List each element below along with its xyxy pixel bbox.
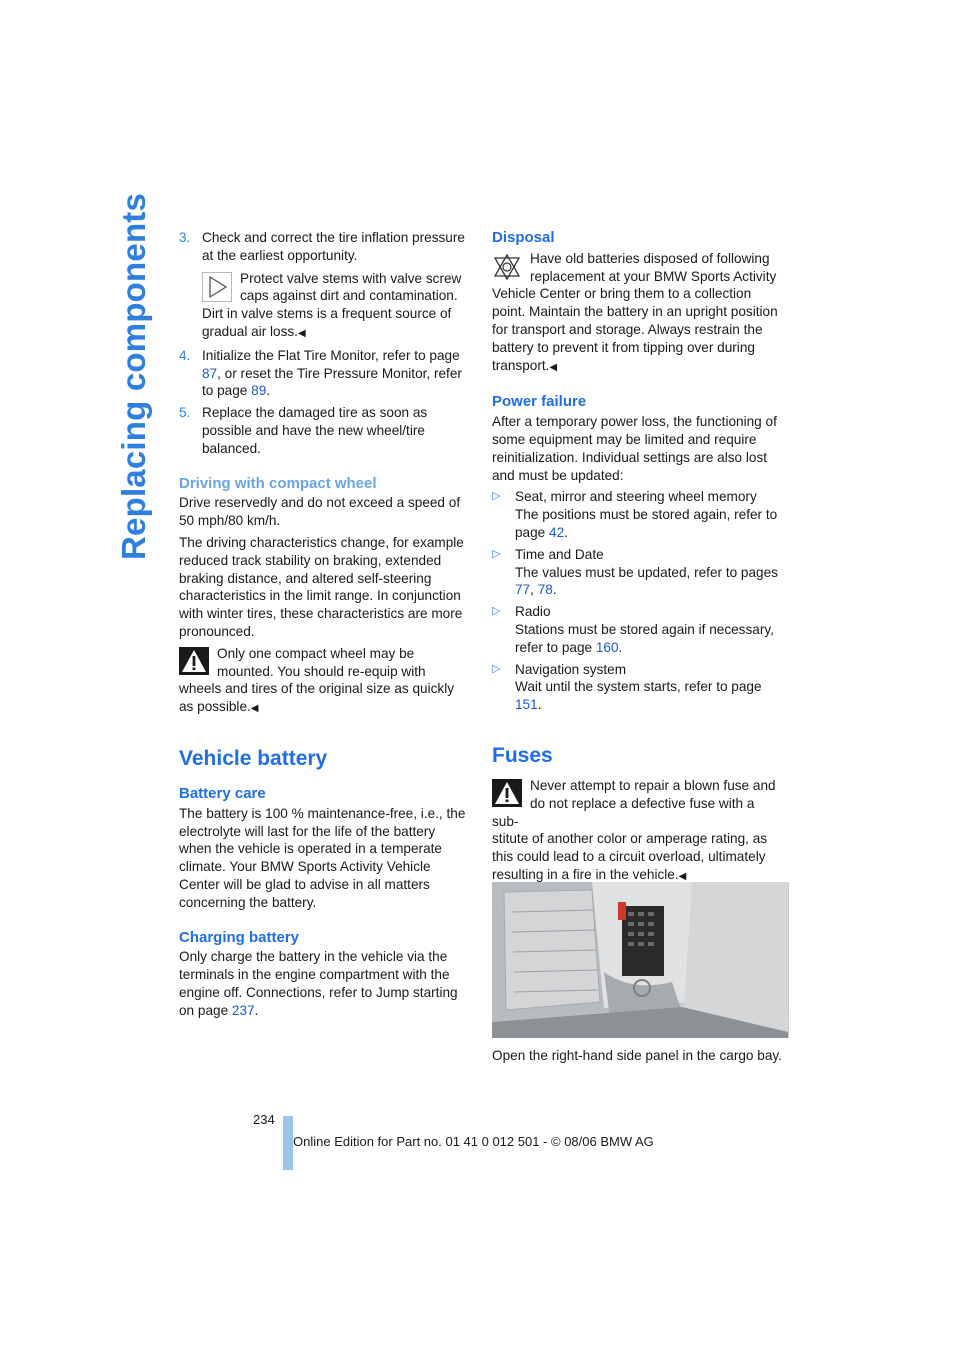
step-text: Check and correct the tire inflation pressure at the earliest opportunity. [202, 230, 465, 263]
page-link[interactable]: 160 [595, 639, 619, 655]
disposal-line: replacement at your BMW Sports Activity [530, 268, 777, 284]
warning-line: mounted. You should re-equip with [217, 663, 426, 679]
note-line: Protect valve stems with valve screw [240, 270, 462, 286]
warning-text: wheels and tires of the original size as quickly as possible. [179, 681, 455, 715]
end-mark: ◀ [678, 870, 687, 882]
power-failure-intro: After a temporary power loss, the functioning of some equipment may be limited and require reinitialization. Individual settings are also lost and must be updated: [492, 414, 777, 483]
warning-icon [179, 647, 209, 675]
note-text: Dirt in valve stems is a frequent source of gradual air loss. [202, 306, 452, 339]
page-number: 234 [253, 1112, 275, 1127]
list-item-text: The positions must be stored again, refer to page 42. [515, 507, 778, 540]
battery-care-heading: Battery care [179, 784, 266, 802]
page-link[interactable]: 42 [549, 524, 565, 540]
footer-accent-bar [283, 1116, 293, 1170]
list-item-title: Radio [515, 604, 551, 620]
compact-wheel-heading: Driving with compact wheel [179, 474, 377, 492]
page-link[interactable]: 237 [231, 1002, 255, 1018]
cargo-bay-side-panel-photo [492, 882, 796, 1038]
warning-icon [492, 779, 522, 807]
page-link[interactable]: 87 [202, 365, 218, 381]
step-number: 5. [179, 405, 191, 421]
step-4 [179, 347, 471, 400]
bullet-triangle-icon: ▷ [492, 490, 501, 503]
list-item-title: Navigation system [515, 661, 627, 677]
compact-warning [179, 645, 471, 718]
bullet-triangle-icon: ▷ [492, 662, 501, 675]
list-item [492, 488, 784, 541]
compact-paragraph: Drive reservedly and do not exceed a speed of 50 mph/80 km/h. [179, 495, 461, 529]
step-number: 4. [179, 347, 191, 363]
end-mark: ◀ [250, 703, 259, 715]
disposal-note [492, 250, 784, 377]
list-item-title: Time and Date [515, 546, 604, 562]
list-item-text: Wait until the system starts, refer to page 151. [515, 679, 762, 713]
end-mark: ◀ [549, 361, 558, 373]
page-link[interactable]: 78 [537, 582, 553, 598]
page-link[interactable]: 89 [251, 383, 267, 399]
right-column [492, 229, 784, 886]
warning-text: stitute of another color or amperage rating, as this could lead to a circuit overload, ultimately resulting in a fire in the vehicle. [492, 831, 768, 882]
bullet-triangle-icon: ▷ [492, 605, 501, 618]
end-mark: ◀ [297, 327, 306, 339]
list-item [492, 661, 784, 714]
fuses-heading: Fuses [492, 743, 553, 767]
power-failure-heading: Power failure [492, 393, 587, 411]
list-item [492, 603, 784, 656]
charging-battery-heading: Charging battery [179, 928, 300, 946]
list-item-text: The values must be updated, refer to pages 77, 78. [515, 564, 778, 598]
bullet-triangle-icon: ▷ [492, 547, 501, 560]
disposal-text: Vehicle Center or bring them to a collection point. Maintain the battery in an upright position for transport and storage. Always restrain the battery to prevent it from tipping over during transport. [492, 286, 778, 373]
vehicle-battery-heading: Vehicle battery [179, 746, 328, 770]
disposal-heading: Disposal [492, 229, 555, 246]
svg-text:· · · · · ·: · · · · · · [788, 1011, 794, 1032]
step-5 [179, 404, 471, 457]
list-item-title: Seat, mirror and steering wheel memory [515, 489, 757, 505]
step-text: Replace the damaged tire as soon as possible and have the new wheel/tire balanced. [202, 405, 428, 456]
page-link[interactable]: 77 [515, 582, 531, 598]
disposal-line: Have old batteries disposed of following [530, 250, 770, 266]
battery-care-text: The battery is 100 % maintenance-free, i.e., the electrolyte will last for the life of the battery when the vehicle is operated in a temperate climate. Your BMW Sports Activity Vehicle Center will be glad to advise in all matters concerning the battery. [179, 805, 466, 910]
step-number: 3. [179, 230, 191, 245]
warning-line: do not replace a defective fuse with a sub- [492, 795, 755, 829]
fuses-warning [492, 777, 784, 886]
step-text: Initialize the Flat Tire Monitor, refer to page 87, or reset the Tire Pressure Monitor, refer to page 89. [202, 347, 462, 399]
list-item [492, 546, 784, 599]
note-triangle-icon [202, 272, 232, 302]
note-line: caps against dirt and contamination. [240, 288, 458, 304]
warning-line: Never attempt to repair a blown fuse and [530, 777, 776, 793]
page-link[interactable]: 151 [515, 697, 538, 713]
photo-caption: Open the right-hand side panel in the cargo bay. [492, 1048, 782, 1063]
recycle-icon [492, 252, 522, 282]
step-3 [179, 229, 471, 265]
list-item-text: Stations must be stored again if necessary, refer to page 160. [515, 621, 774, 655]
sidebar-section-title: Replacing components [115, 192, 152, 560]
left-column [179, 229, 471, 1019]
compact-paragraph: The driving characteristics change, for example reduced track stability on braking, extended braking distance, and altered self-steering characteristics in the limit range. In conjunction with winter tires, these characteristics are more pronounced. [179, 534, 464, 639]
valve-note [202, 270, 471, 343]
footer-edition-text: Online Edition for Part no. 01 41 0 012 501 - © 08/06 BMW AG [293, 1134, 654, 1149]
warning-line: Only one compact wheel may be [217, 645, 415, 661]
charging-battery-text: Only charge the battery in the vehicle via the terminals in the engine compartment with the engine off. Connections, refer to Jump starting on page 237. [179, 949, 458, 1018]
